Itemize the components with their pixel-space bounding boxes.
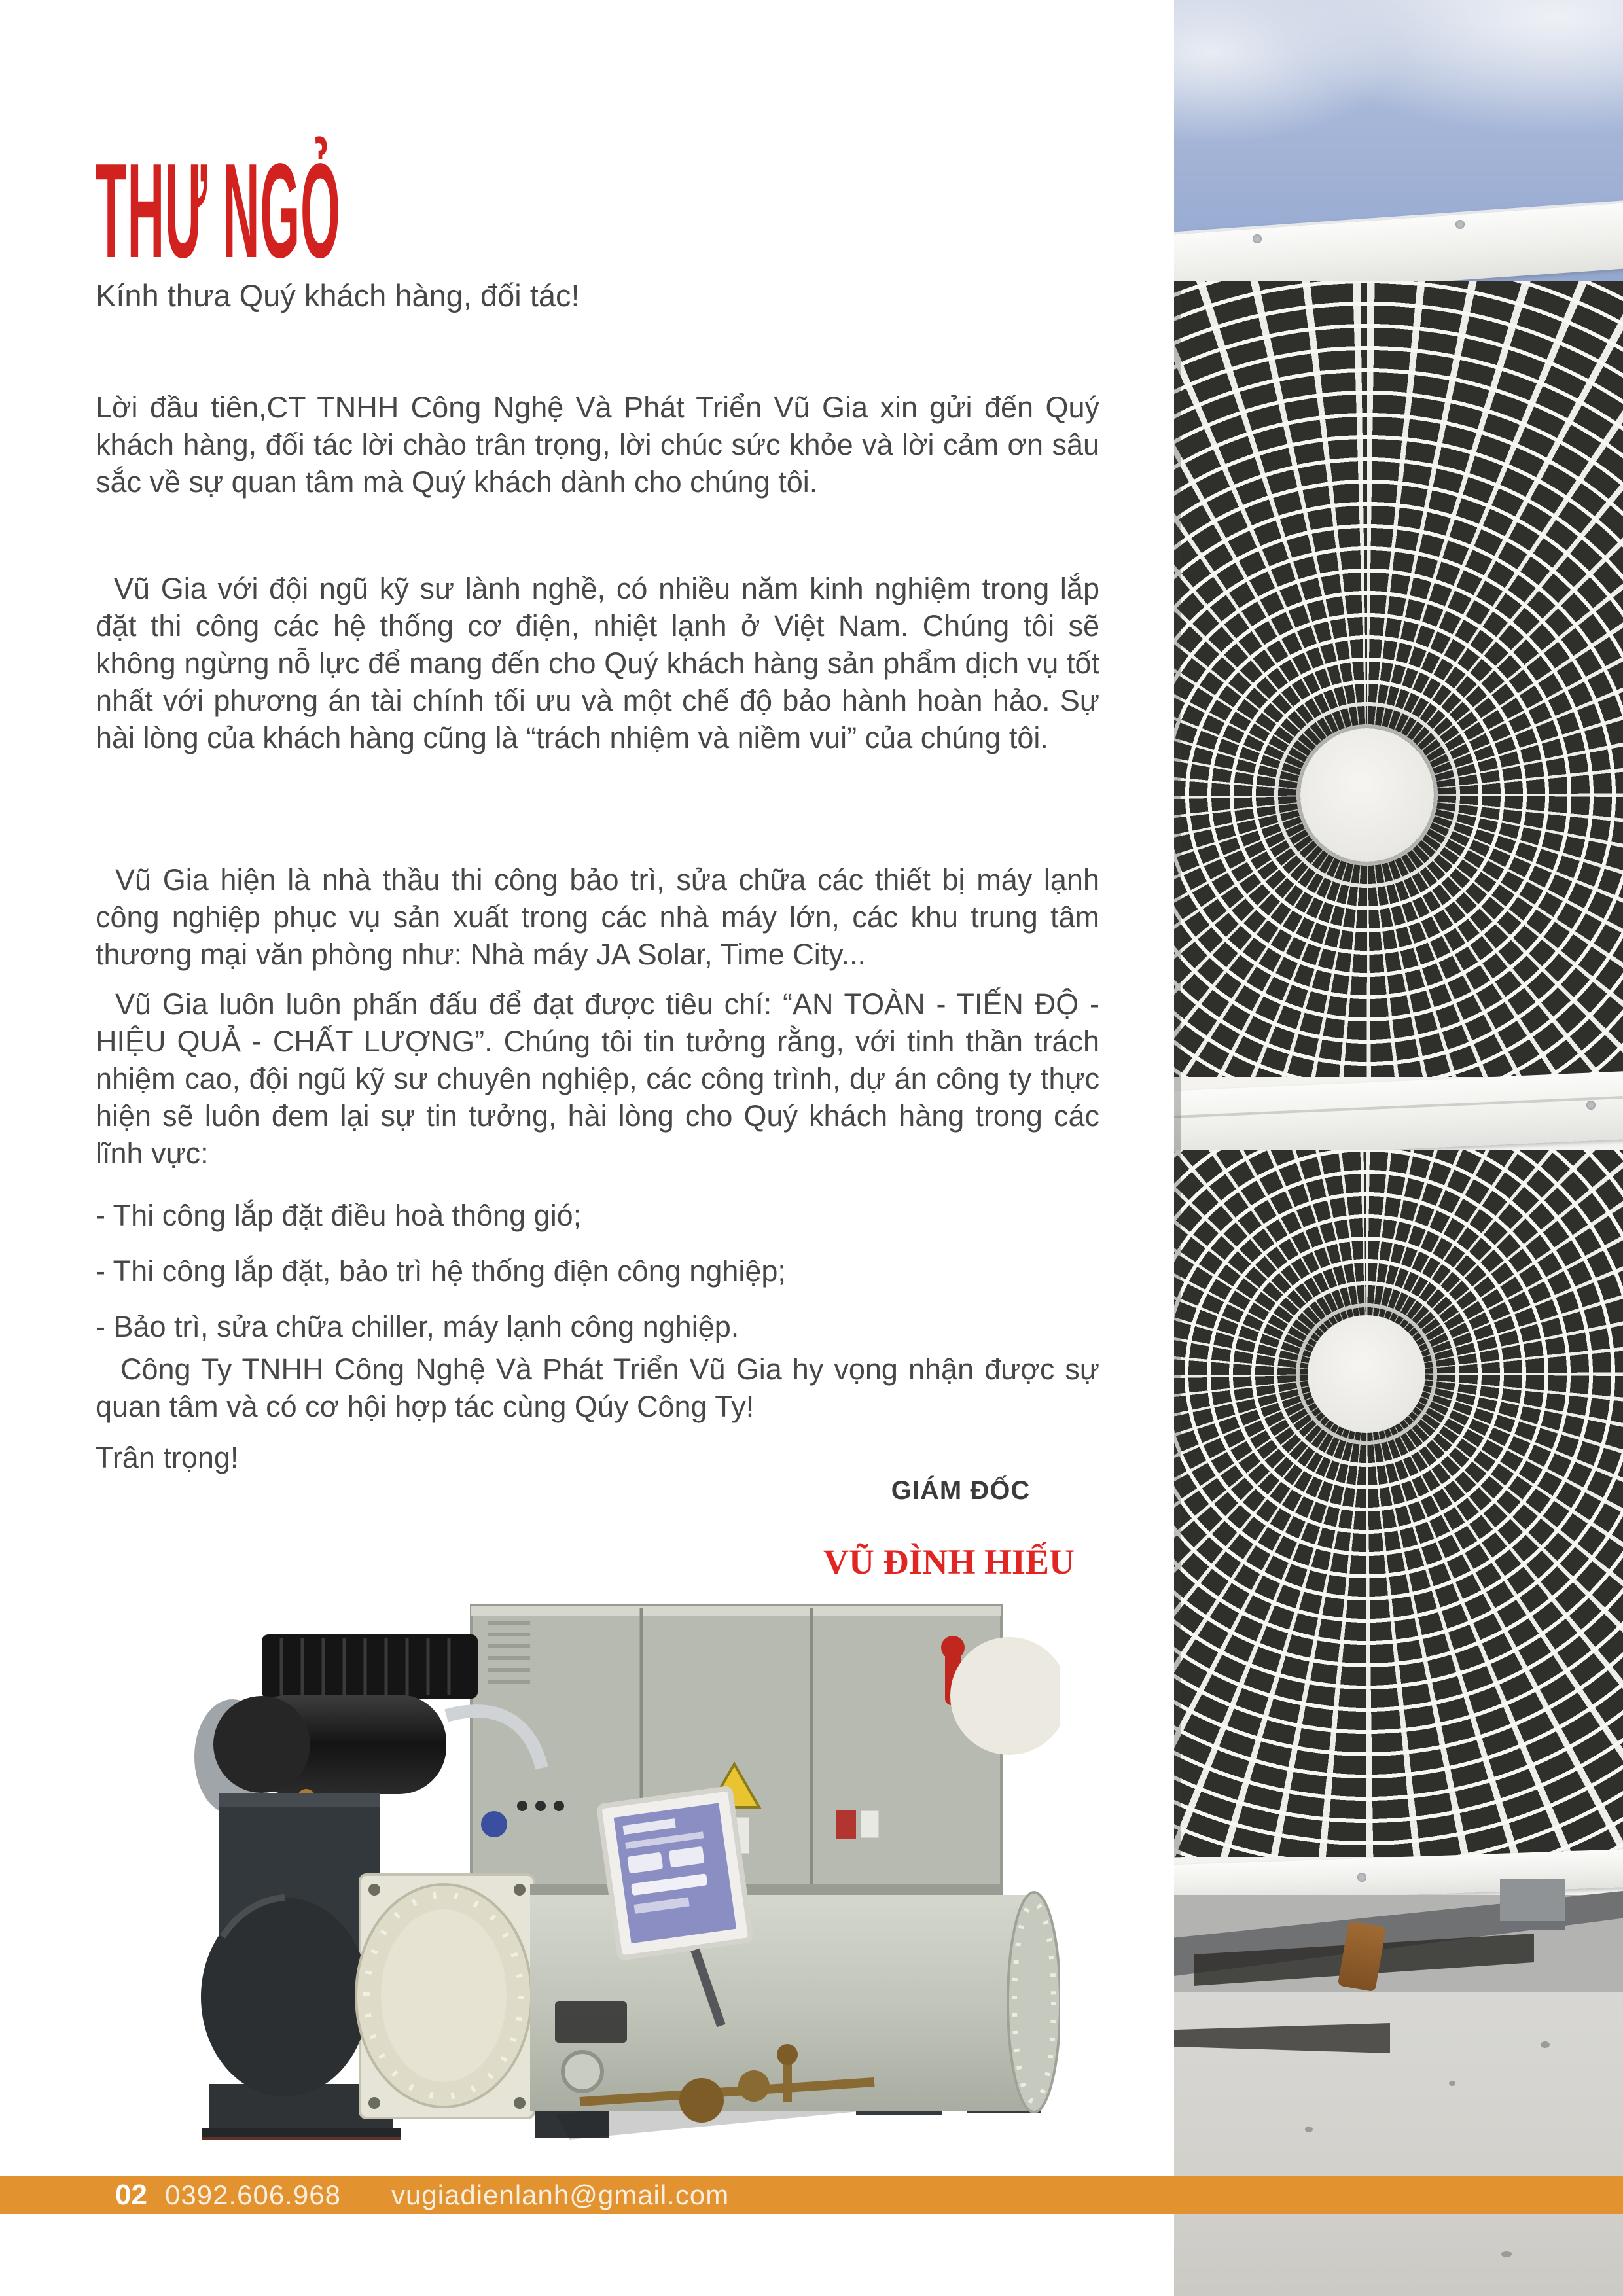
director-title: GIÁM ĐỐC (891, 1476, 1031, 1505)
screw-dot (1253, 234, 1262, 243)
floor-speck (1305, 2127, 1313, 2132)
fan-hub-upper (1300, 728, 1434, 862)
screw-dot (1455, 220, 1465, 229)
fan-hub-lower (1308, 1315, 1425, 1433)
page-title: THƯ NGỎ (96, 135, 341, 286)
service-bullet-hvac: - Thi công lắp đặt điều hoà thông gió; (96, 1199, 582, 1232)
fan-grille-lower (1174, 1150, 1623, 1857)
paragraph-criteria: Vũ Gia luôn luôn phấn đấu để đạt được tiêu chí: “AN TOÀN - TIẾN ĐỘ - HIỆU QUẢ - CHẤT LƯỢNG”. Chúng tôi tin tưởng rằng, với tinh thần trách nhiệm cao, đội ngũ kỹ sư chuyên nghiệp, các công trình, dự án công ty thực hiện sẽ luôn đem lại sự tin tưởng, hài lòng cho Quý khách hàng trong các lĩnh vực: (96, 987, 1099, 1170)
fan-grille-upper (1174, 281, 1623, 1077)
service-bullet-chiller: - Bảo trì, sửa chữa chiller, máy lạnh công nghiệp. (96, 1310, 740, 1343)
service-bullet-electric: - Thi công lắp đặt, bảo trì hệ thống điện công nghiệp; (96, 1254, 786, 1288)
screw-dot (1357, 1873, 1366, 1882)
floor-speck (1449, 2081, 1455, 2086)
paragraph-closing: Công Ty TNHH Công Nghệ Và Phát Triển Vũ Gia hy vọng nhận được sự quan tâm và có cơ hội hợp tác cùng Qúy Công Ty! (96, 1352, 1099, 1423)
footer-email: vugiadienlanh@gmail.com (391, 2179, 730, 2210)
paragraph-contractor: Vũ Gia hiện là nhà thầu thi công bảo trì, sửa chữa các thiết bị máy lạnh công nghiệp phục vụ sản xuất trong các nhà máy lớn, các khu trung tâm thương mại văn phòng như: Nhà máy JA Solar, Time City... (96, 863, 1099, 971)
ac-units-photo (1174, 0, 1623, 2296)
page-number: 02 (115, 2178, 147, 2211)
paragraph-intro: Lời đầu tiên,CT TNHH Công Nghệ Và Phát Triển Vũ Gia xin gửi đến Quý khách hàng, đối tác lời chào trân trọng, lời chúc sức khỏe và lời cảm ơn sâu sắc về sự quan tâm mà Quý khách dành cho chúng tôi. (96, 391, 1099, 499)
control-screen (599, 1788, 751, 1958)
screw-dot (1586, 1101, 1596, 1110)
greeting-line: Kính thưa Quý khách hàng, đối tác! (96, 278, 580, 313)
blue-valve (481, 1811, 507, 1837)
compressor-top (262, 1634, 478, 1699)
regards-line: Trân trọng! (96, 1441, 239, 1474)
nameplate (555, 2001, 627, 2043)
footer-bar (0, 2176, 1623, 2214)
floor-speck (1541, 2041, 1550, 2048)
paragraph-experience: Vũ Gia với đội ngũ kỹ sư lành nghề, có nhiều năm kinh nghiệm trong lắp đặt thi công các hệ thống cơ điện, nhiệt lạnh ở Việt Nam. Chúng tôi sẽ không ngừng nỗ lực để mang đến cho Quý khách hàng sản phẩm dịch vụ tốt nhất với phương án tài chính tối ưu và một chế độ bảo hành hoàn hảo. Sự hài lòng của khách hàng cũng là “trách nhiệm và niềm vui” của chúng tôi. (96, 572, 1099, 754)
chiller-photo (164, 1597, 1060, 2140)
unit-side-shadow (1174, 281, 1181, 1858)
director-name: VŨ ĐÌNH HIẾU (823, 1542, 1075, 1581)
footer-phone: 0392.606.968 (165, 2179, 341, 2210)
mount-block (1500, 1879, 1565, 1930)
floor-speck (1501, 2251, 1512, 2257)
